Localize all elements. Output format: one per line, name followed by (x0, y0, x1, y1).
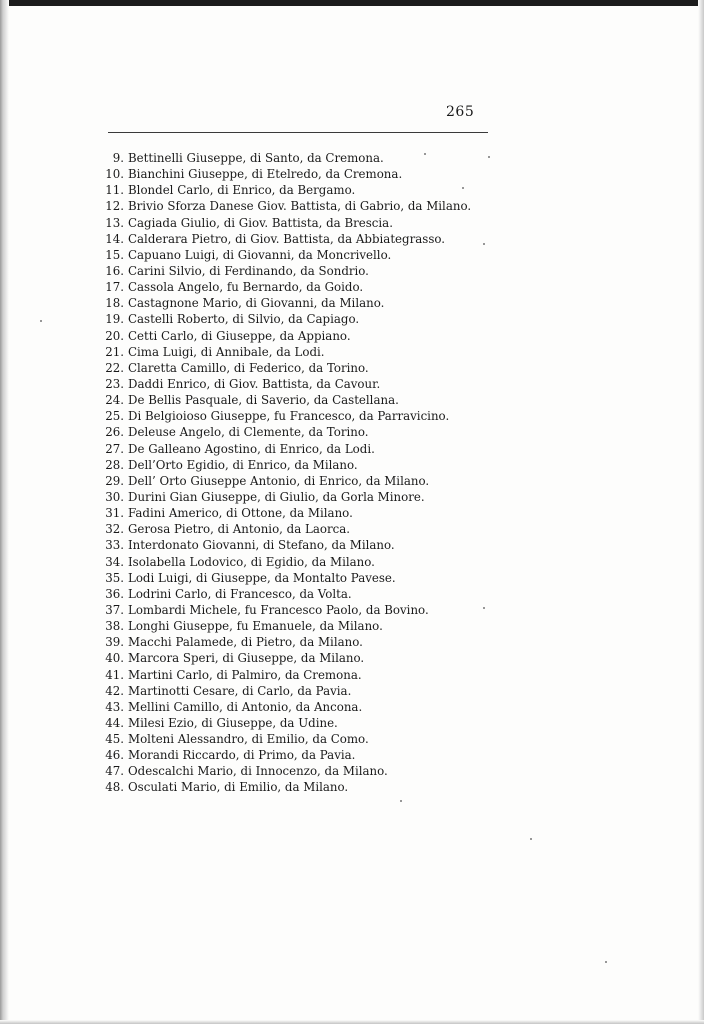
entry-number: 13. (105, 215, 124, 230)
list-entry (96, 150, 506, 166)
scan-speck (483, 607, 485, 609)
list-entry (96, 505, 506, 521)
list-entry (96, 634, 506, 650)
entry-number: 25. (105, 409, 124, 424)
entry-text: Daddi Enrico, di Giov. Battista, da Cavour. (128, 376, 381, 391)
list-entry (96, 537, 506, 553)
entry-text: Molteni Alessandro, di Emilio, da Como. (128, 732, 369, 747)
list-entry (96, 166, 506, 182)
scan-speck (530, 838, 532, 840)
scan-bottom-edge (0, 1020, 704, 1024)
list-entry (96, 198, 506, 214)
entry-number: 12. (105, 199, 124, 214)
entry-number: 30. (105, 489, 124, 504)
entry-text: Morandi Riccardo, di Primo, da Pavia. (128, 748, 356, 763)
entry-text: Milesi Ezio, di Giuseppe, da Udine. (128, 715, 338, 730)
entry-number: 10. (105, 167, 124, 182)
entry-number: 36. (105, 586, 124, 601)
list-entry (96, 408, 506, 424)
entry-text: Odescalchi Mario, di Innocenzo, da Milano. (128, 764, 388, 779)
entry-text: Lombardi Michele, fu Francesco Paolo, da Bovino. (128, 602, 429, 617)
entry-text: Cima Luigi, di Annibale, da Lodi. (128, 344, 325, 359)
entry-number: 37. (105, 602, 124, 617)
entry-number: 28. (105, 457, 124, 472)
list-entry (96, 521, 506, 537)
entry-text: Claretta Camillo, di Federico, da Torino. (128, 360, 369, 375)
list-entry (96, 699, 506, 715)
list-entry (96, 263, 506, 279)
name-list (96, 150, 506, 796)
entry-text: Lodi Luigi, di Giuseppe, da Montalto Pavese. (128, 570, 396, 585)
entry-number: 24. (105, 393, 124, 408)
entry-text: Dell’ Orto Giuseppe Antonio, di Enrico, da Milano. (128, 473, 430, 488)
list-entry (96, 376, 506, 392)
entry-text: Cetti Carlo, di Giuseppe, da Appiano. (128, 328, 351, 343)
list-entry (96, 473, 506, 489)
entry-number: 14. (105, 231, 124, 246)
entry-text: Longhi Giuseppe, fu Emanuele, da Milano. (128, 619, 383, 634)
list-entry (96, 715, 506, 731)
entry-text: Bettinelli Giuseppe, di Santo, da Cremona. (128, 151, 384, 165)
list-entry (96, 247, 506, 263)
entry-number: 44. (105, 715, 124, 730)
list-entry (96, 182, 506, 198)
list-entry (96, 763, 506, 779)
entry-text: Interdonato Giovanni, di Stefano, da Milano. (128, 538, 395, 553)
entry-number: 20. (105, 328, 124, 343)
list-entry (96, 424, 506, 440)
scan-speck (605, 961, 607, 963)
entry-number: 23. (105, 376, 124, 391)
entry-text: Di Belgioioso Giuseppe, fu Francesco, da Parravicino. (128, 409, 450, 424)
entry-text: Castelli Roberto, di Silvio, da Capiago. (128, 312, 360, 327)
entry-text: Calderara Pietro, di Giov. Battista, da Abbiategrasso. (128, 231, 446, 246)
scan-speck (400, 800, 402, 802)
entry-text: Carini Silvio, di Ferdinando, da Sondrio. (128, 263, 369, 278)
entry-number: 34. (105, 554, 124, 569)
scan-right-edge (698, 0, 704, 1024)
entry-text: Cagiada Giulio, di Giov. Battista, da Brescia. (128, 215, 393, 230)
entry-number: 41. (105, 667, 124, 682)
entry-number: 16. (105, 263, 124, 278)
list-entry (96, 554, 506, 570)
entry-number: 29. (105, 473, 124, 488)
scan-speck (462, 187, 464, 189)
entry-text: Capuano Luigi, di Giovanni, da Moncrivello. (128, 247, 392, 262)
entry-text: Gerosa Pietro, di Antonio, da Laorca. (128, 522, 350, 537)
list-entry (96, 215, 506, 231)
list-entry (96, 441, 506, 457)
scan-speck (483, 243, 485, 245)
entry-text: Osculati Mario, di Emilio, da Milano. (128, 780, 349, 795)
header-rule (108, 132, 488, 133)
entry-number: 22. (105, 360, 124, 375)
list-entry (96, 570, 506, 586)
entry-text: Bianchini Giuseppe, di Etelredo, da Cremona. (128, 167, 403, 182)
list-entry (96, 650, 506, 666)
entry-number: 11. (105, 183, 124, 198)
entry-number: 46. (105, 748, 124, 763)
list-entry (96, 779, 506, 795)
entry-number: 42. (105, 683, 124, 698)
list-entry (96, 328, 506, 344)
entry-number: 38. (105, 619, 124, 634)
entry-text: Deleuse Angelo, di Clemente, da Torino. (128, 425, 369, 440)
entry-number: 17. (105, 280, 124, 295)
list-entry (96, 586, 506, 602)
entry-number: 31. (105, 506, 124, 521)
scan-speck (40, 320, 42, 322)
entry-number: 33. (105, 538, 124, 553)
entry-text: Martinotti Cesare, di Carlo, da Pavia. (128, 683, 352, 698)
list-entry (96, 279, 506, 295)
list-entry (96, 311, 506, 327)
list-entry (96, 731, 506, 747)
list-entry (96, 231, 506, 247)
entry-text: Blondel Carlo, di Enrico, da Bergamo. (128, 183, 356, 198)
entry-text: De Galleano Agostino, di Enrico, da Lodi. (128, 441, 375, 456)
page-number: 265 (446, 104, 475, 120)
list-entry (96, 344, 506, 360)
list-entry (96, 618, 506, 634)
list-entry (96, 602, 506, 618)
entry-text: Mellini Camillo, di Antonio, da Ancona. (128, 699, 363, 714)
entry-text: Macchi Palamede, di Pietro, da Milano. (128, 635, 363, 650)
entry-number: 9. (112, 151, 124, 165)
entry-number: 15. (105, 247, 124, 262)
scan-left-edge (0, 0, 9, 1024)
list-entry (96, 683, 506, 699)
entry-text: Marcora Speri, di Giuseppe, da Milano. (128, 651, 365, 666)
entry-number: 32. (105, 522, 124, 537)
entry-text: Brivio Sforza Danese Giov. Battista, di Gabrio, da Milano. (128, 199, 472, 214)
entry-text: Durini Gian Giuseppe, di Giulio, da Gorla Minore. (128, 489, 425, 504)
entry-number: 40. (105, 651, 124, 666)
entry-text: Lodrini Carlo, di Francesco, da Volta. (128, 586, 352, 601)
entry-number: 43. (105, 699, 124, 714)
entry-number: 21. (105, 344, 124, 359)
entry-number: 27. (105, 441, 124, 456)
scan-speck (488, 156, 490, 158)
list-entry (96, 295, 506, 311)
entry-text: Castagnone Mario, di Giovanni, da Milano. (128, 296, 385, 311)
list-entry (96, 360, 506, 376)
list-entry (96, 747, 506, 763)
entry-number: 45. (105, 732, 124, 747)
entry-text: Cassola Angelo, fu Bernardo, da Goido. (128, 280, 364, 295)
entry-text: Isolabella Lodovico, di Egidio, da Milano. (128, 554, 375, 569)
entry-number: 48. (105, 780, 124, 795)
list-entry (96, 489, 506, 505)
entry-text: Martini Carlo, di Palmiro, da Cremona. (128, 667, 362, 682)
list-entry (96, 457, 506, 473)
entry-text: Fadini Americo, di Ottone, da Milano. (128, 506, 353, 521)
entry-number: 18. (105, 296, 124, 311)
entry-text: Dell’Orto Egidio, di Enrico, da Milano. (128, 457, 358, 472)
list-entry (96, 667, 506, 683)
list-entry (96, 392, 506, 408)
entry-number: 47. (105, 764, 124, 779)
entry-number: 19. (105, 312, 124, 327)
scan-speck (424, 153, 426, 155)
entry-text: De Bellis Pasquale, di Saverio, da Castellana. (128, 393, 399, 408)
entry-number: 26. (105, 425, 124, 440)
entry-number: 35. (105, 570, 124, 585)
scan-top-border (0, 0, 704, 6)
entry-number: 39. (105, 635, 124, 650)
